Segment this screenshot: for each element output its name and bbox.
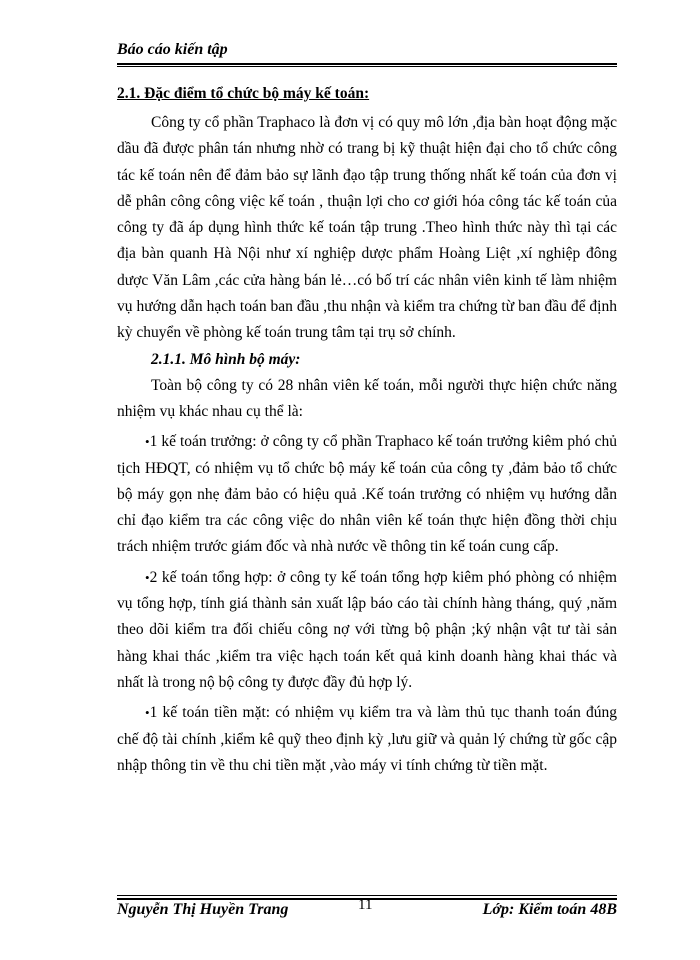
footer-class: Lớp: Kiểm toán 48B [482, 901, 617, 918]
bullet-item-chief-accountant [117, 429, 617, 560]
header-divider-thin [117, 66, 617, 67]
section-title: 2.1. Đặc điểm tổ chức bộ máy kế toán: [117, 85, 370, 102]
page-body [117, 82, 617, 779]
header-divider [117, 63, 617, 65]
bullet-icon: • [145, 434, 150, 450]
intro-paragraph: Công ty cổ phần Traphaco là đơn vị có quy mô lớn ,địa bàn hoạt động mặc dầu đã được phân tán nhưng nhờ có trang bị kỹ thuật hiện đại cho tổ chức công tác kế toán nên để đảm bảo sự lãnh đạo tập trung thống nhất kế toán của đơn vị dễ phân công công việc kế toán , thuận lợi cho cơ giới hóa công tác kế toán của công ty đã áp dụng hình thức kế toán tập trung .Theo hình thức này thì tại các địa bàn quanh Hà Nội như xí nghiệp dược phẩm Hoàng Liệt ,xí nghiệp đông dược Văn Lâm ,các cửa hàng bán lẻ…có bố trí các nhân viên kinh tế làm nhiệm vụ hướng dẫn hạch toán ban đầu ,thu nhận và kiểm tra chứng từ ban đầu để định kỳ chuyển về phòng kế toán trung tâm tại trụ sở chính. [117, 114, 617, 342]
page-header [117, 40, 617, 60]
bullet-text: 1 kế toán trưởng: ở công ty cổ phần Traphaco kế toán trưởng kiêm phó chủ tịch HĐQT, có nhiệm vụ tổ chức bộ máy kế toán của công ty ,đảm bảo tổ chức bộ máy gọn nhẹ đảm bảo có hiệu quả .Kế toán trưởng có nhiệm vụ hướng dẫn chỉ đạo kiểm tra các công việc do nhân viên kế toán thực hiện đồng thời chịu trách nhiệm trước giám đốc và nhà nước về thông tin kế toán cung cấp. [117, 433, 617, 556]
bullet-icon: • [145, 705, 150, 721]
header-title: Báo cáo kiến tập [117, 41, 228, 58]
page-number: 11 [358, 897, 373, 913]
staff-intro-paragraph: Toàn bộ công ty có 28 nhân viên kế toán, mỗi người thực hiện chức năng nhiệm vụ khác nhau cụ thể là: [117, 376, 617, 420]
footer-author: Nguyễn Thị Huyền Trang [117, 901, 289, 918]
bullet-text: 2 kế toán tổng hợp: ở công ty kế toán tổng hợp kiêm phó phòng có nhiệm vụ tổng hợp, tính giá thành sản xuất lập báo cáo tài chính hàng tháng, quý ,năm theo dõi kiểm tra đối chiếu công nợ với từng bộ phận ;ký nhận vật tư tài sản hàng khai thác ,kiểm tra việc hạch toán kết quả kinh doanh hàng khai thác và nhất là trong nộ bộ công ty được đầy đủ hợp lý. [117, 568, 617, 691]
bullet-text: 1 kế toán tiền mặt: có nhiệm vụ kiểm tra và làm thủ tục thanh toán đúng chế độ tài chính ,kiểm kê quỹ theo định kỳ ,lưu giữ và quản lý chứng từ gốc cập nhập thông tin về thu chi tiền mặt ,vào máy vi tính chứng từ tiền mặt. [117, 704, 617, 774]
bullet-item-general-accountant [117, 565, 617, 696]
subsection-title: 2.1.1. Mô hình bộ máy: [151, 350, 301, 368]
bullet-icon: • [145, 569, 150, 585]
bullet-item-cash-accountant [117, 700, 617, 779]
footer-divider-thin [117, 895, 617, 896]
